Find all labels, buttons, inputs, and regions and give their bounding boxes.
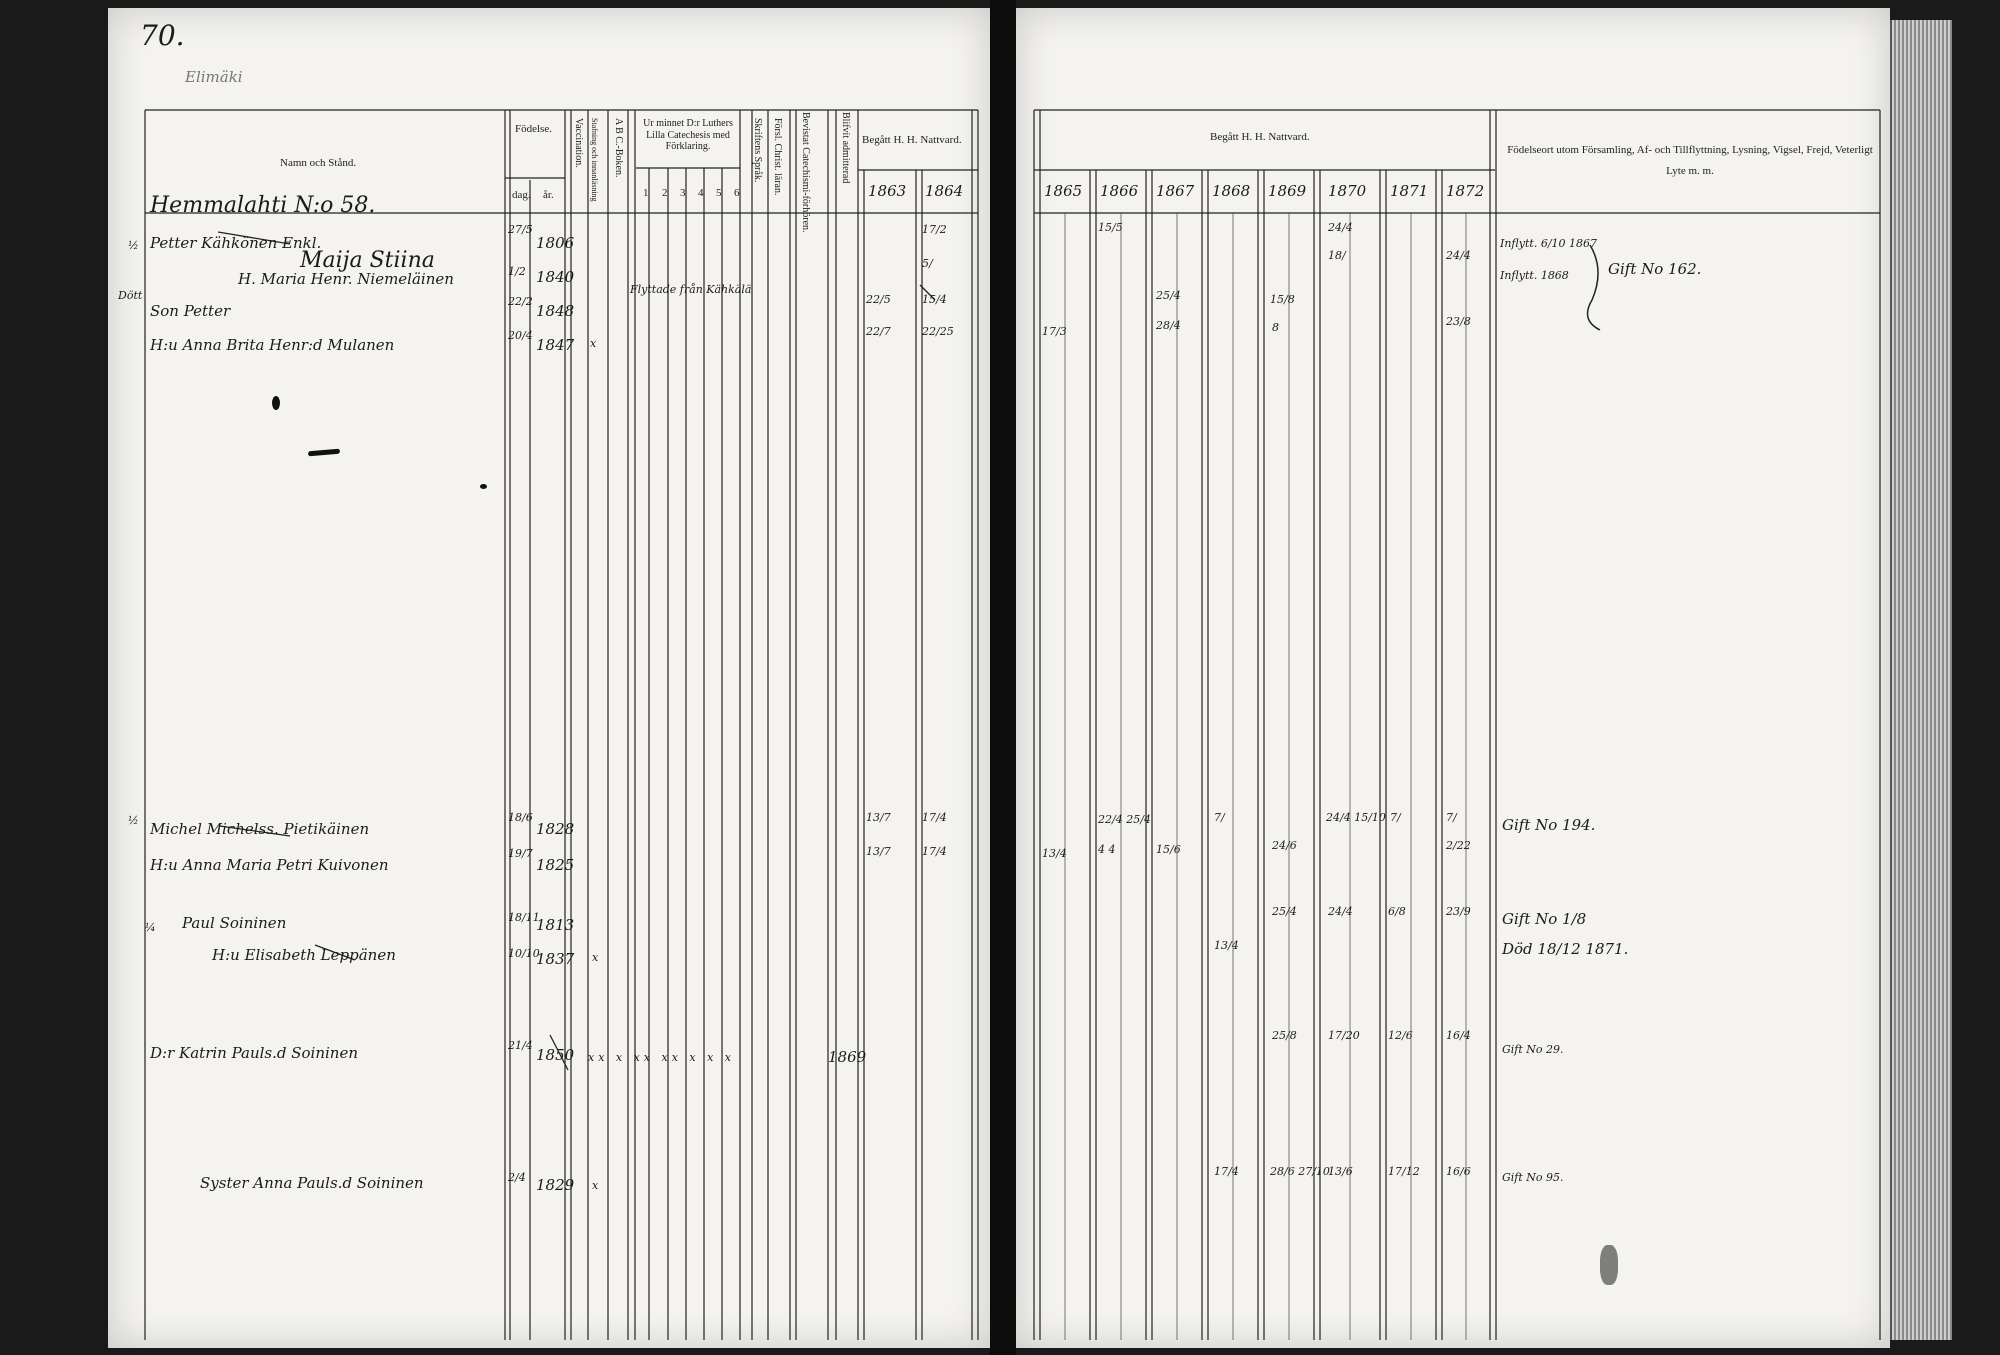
year-1863: 1863 [868,182,907,200]
row-9-day: 21/4 [508,1039,533,1052]
header-admitted: Blifvit admitterad [840,112,851,184]
entry-4-1870: 24/4 15/10 [1326,811,1386,824]
row-0-name: Petter Kähkönen Enkl. [150,234,322,252]
remark-3: Gift No 194. [1502,816,1596,834]
remark-4: Gift No 1/8 [1502,910,1587,928]
row-10-vaccination: x [592,1179,599,1192]
year-1870: 1870 [1328,182,1367,200]
header-birth: Födelse. [515,123,552,135]
row-6-communion-1864: 17/4 [922,845,947,858]
header-remarks: Födelseort utom Församling, Af- och Tillflyttning, Lysning, Vigsel, Frejd, Veterligt Lyte m. m. [1507,144,1873,177]
row-9-marks: xx x xx xx x x x [588,1051,736,1064]
header-proved: Bevistat Catechismi-förhören. [800,112,811,233]
entry-5-1866: 4 4 [1098,843,1116,856]
row-6-communion-1863: 13/7 [866,845,891,858]
header-catechism: Ur minnet D:r Luthers Lilla Catechesis med Förklaring. [643,118,733,152]
remark-5: Död 18/12 1871. [1502,940,1629,958]
smudge [1600,1245,1618,1285]
entry-1-1872: 24/4 [1446,249,1471,262]
row-8-year: 1837 [536,950,575,968]
row-2-year: 1840 [536,268,575,286]
year-1865: 1865 [1044,182,1083,200]
year-1869: 1869 [1268,182,1307,200]
header-abc: A B C.-Boken. [613,118,624,178]
row-7-mark: ¼ [145,921,156,934]
entry-4-1871: 7/ [1390,811,1401,824]
entry-8-1872: 16/4 [1446,1029,1471,1042]
row-8-name: H:u Elisabeth Leppänen [212,946,396,964]
row-9-name: D:r Katrin Pauls.d Soininen [150,1044,359,1062]
entry-6-1872: 23/9 [1446,905,1471,918]
entry-5-1867: 15/6 [1156,843,1181,856]
entry-8-1870: 17/20 [1328,1029,1360,1042]
row-2-communion: 5/ [922,257,933,270]
header-christ: Försl. Christ. läran. [772,118,783,196]
entry-4-1872: 7/ [1446,811,1457,824]
year-1866: 1866 [1100,182,1139,200]
header-vaccination: Vaccination. [573,118,584,168]
header-day: dag. [512,189,531,201]
row-2-name: H. Maria Henr. Niemeläinen [238,270,454,288]
row-3-day: 22/2 [508,295,533,308]
row-10-day: 2/4 [508,1171,526,1184]
entry-9-1871: 17/12 [1388,1165,1420,1178]
remark-6: Gift No 29. [1502,1043,1564,1056]
row-5-year: 1828 [536,820,575,838]
row-8-day: 10/10 [508,947,540,960]
row-3-communion-1864: 15/4 [922,293,947,306]
row-5-communion-1863: 13/7 [866,811,891,824]
entry-3-1872: 23/8 [1446,315,1471,328]
row-6-name: H:u Anna Maria Petri Kuivonen [150,856,389,874]
year-1872: 1872 [1446,182,1485,200]
row-0-communion: 17/2 [922,223,947,236]
row-0-year: 1806 [536,234,575,252]
remark-1: Inflytt. 1868 [1500,269,1569,282]
entry-8-1869: 25/8 [1272,1029,1297,1042]
entry-1-1870: 18/ [1328,249,1346,262]
row-6-day: 19/7 [508,847,533,860]
row-4-vaccination: x [590,337,597,350]
entry-3-1869: 8 [1272,321,1279,334]
entry-4-1868: 7/ [1214,811,1225,824]
row-4-day: 20/4 [508,329,533,342]
entry-5-1872: 2/22 [1446,839,1471,852]
page-number: 70. [140,19,185,52]
remark-2: Gift No 162. [1608,260,1702,278]
catechism-col-1: 1 [643,187,649,199]
entry-0-1866: 15/5 [1098,221,1123,234]
row-7-name: Paul Soininen [182,914,287,932]
entry-4-1866: 22/4 25/4 [1098,813,1151,826]
entry-0-1870: 24/4 [1328,221,1353,234]
ink-blot [480,484,487,489]
entry-6-1870: 24/4 [1328,905,1353,918]
header-communion-left: Begått H. H. Nattvard. [862,134,962,146]
row-9-year: 1850 [536,1046,575,1064]
row-4-name: H:u Anna Brita Henr:d Mulanen [150,336,395,354]
ink-blot [272,396,280,410]
entry-3-1865: 17/3 [1042,325,1067,338]
entry-2-1867: 25/4 [1156,289,1181,302]
catechism-col-4: 4 [698,187,704,199]
row-10-year: 1829 [536,1176,575,1194]
header-name: Namn och Stånd. [280,157,357,169]
entry-6-1871: 6/8 [1388,905,1406,918]
row-8-vaccination: x [592,951,599,964]
remark-7: Gift No 95. [1502,1171,1564,1184]
entry-9-1869: 28/6 27/10 [1270,1165,1330,1178]
row-5-communion-1864: 17/4 [922,811,947,824]
year-1868: 1868 [1212,182,1251,200]
entry-5-1865: 13/4 [1042,847,1067,860]
row-3-communion-1863: 22/5 [866,293,891,306]
catechism-col-5: 5 [716,187,722,199]
catechism-col-3: 3 [680,187,686,199]
catechism-col-6: 6 [734,187,740,199]
row-1-name: Maija Stiina [300,248,435,273]
row-4-communion-1864: 22/25 [922,325,954,338]
row-5-mark: ½ [128,814,139,827]
row-7-day: 18/11 [508,911,540,924]
header-reading: Stafning och innanläsning [590,118,599,202]
row-0-day: 27/5 [508,223,533,236]
remark-0: Inflytt. 6/10 1867 [1500,237,1598,250]
row-6-year: 1825 [536,856,575,874]
entry-2-1869: 15/8 [1270,293,1295,306]
header-scripture: Skriftens Språk. [752,118,763,183]
row-2-day: 1/2 [508,265,526,278]
row-4-year: 1847 [536,336,575,354]
entry-7-1868: 13/4 [1214,939,1239,952]
inline-note: Flyttade från Kähkälä [630,283,752,296]
entry-6-1869: 25/4 [1272,905,1297,918]
year-1871: 1871 [1390,182,1429,200]
row-3-year: 1848 [536,302,575,320]
row-7-year: 1813 [536,916,575,934]
household-title: Hemmalahti N:o 58. [150,193,376,218]
entry-3-1867: 28/4 [1156,319,1181,332]
row-4-communion-1863: 22/7 [866,325,891,338]
row-5-name: Michel Michelss. Pietikäinen [150,820,370,838]
row-9-admitted: 1869 [828,1048,867,1066]
row-0-mark: ½ [128,239,139,252]
row-5-day: 18/6 [508,811,533,824]
village-note: Elimäki [185,68,243,86]
row-3-name: Son Petter [150,302,231,320]
header-communion-right: Begått H. H. Nattvard. [1210,131,1310,143]
entry-9-1868: 17/4 [1214,1165,1239,1178]
header-year: år. [543,189,554,201]
catechism-col-2: 2 [662,187,668,199]
entry-9-1870: 13/6 [1328,1165,1353,1178]
year-1864: 1864 [925,182,964,200]
entry-8-1871: 12/6 [1388,1029,1413,1042]
row-3-mark: Dött [118,289,143,302]
entry-5-1869: 24/6 [1272,839,1297,852]
row-10-name: Syster Anna Pauls.d Soininen [200,1174,424,1192]
year-1867: 1867 [1156,182,1195,200]
entry-9-1872: 16/6 [1446,1165,1471,1178]
